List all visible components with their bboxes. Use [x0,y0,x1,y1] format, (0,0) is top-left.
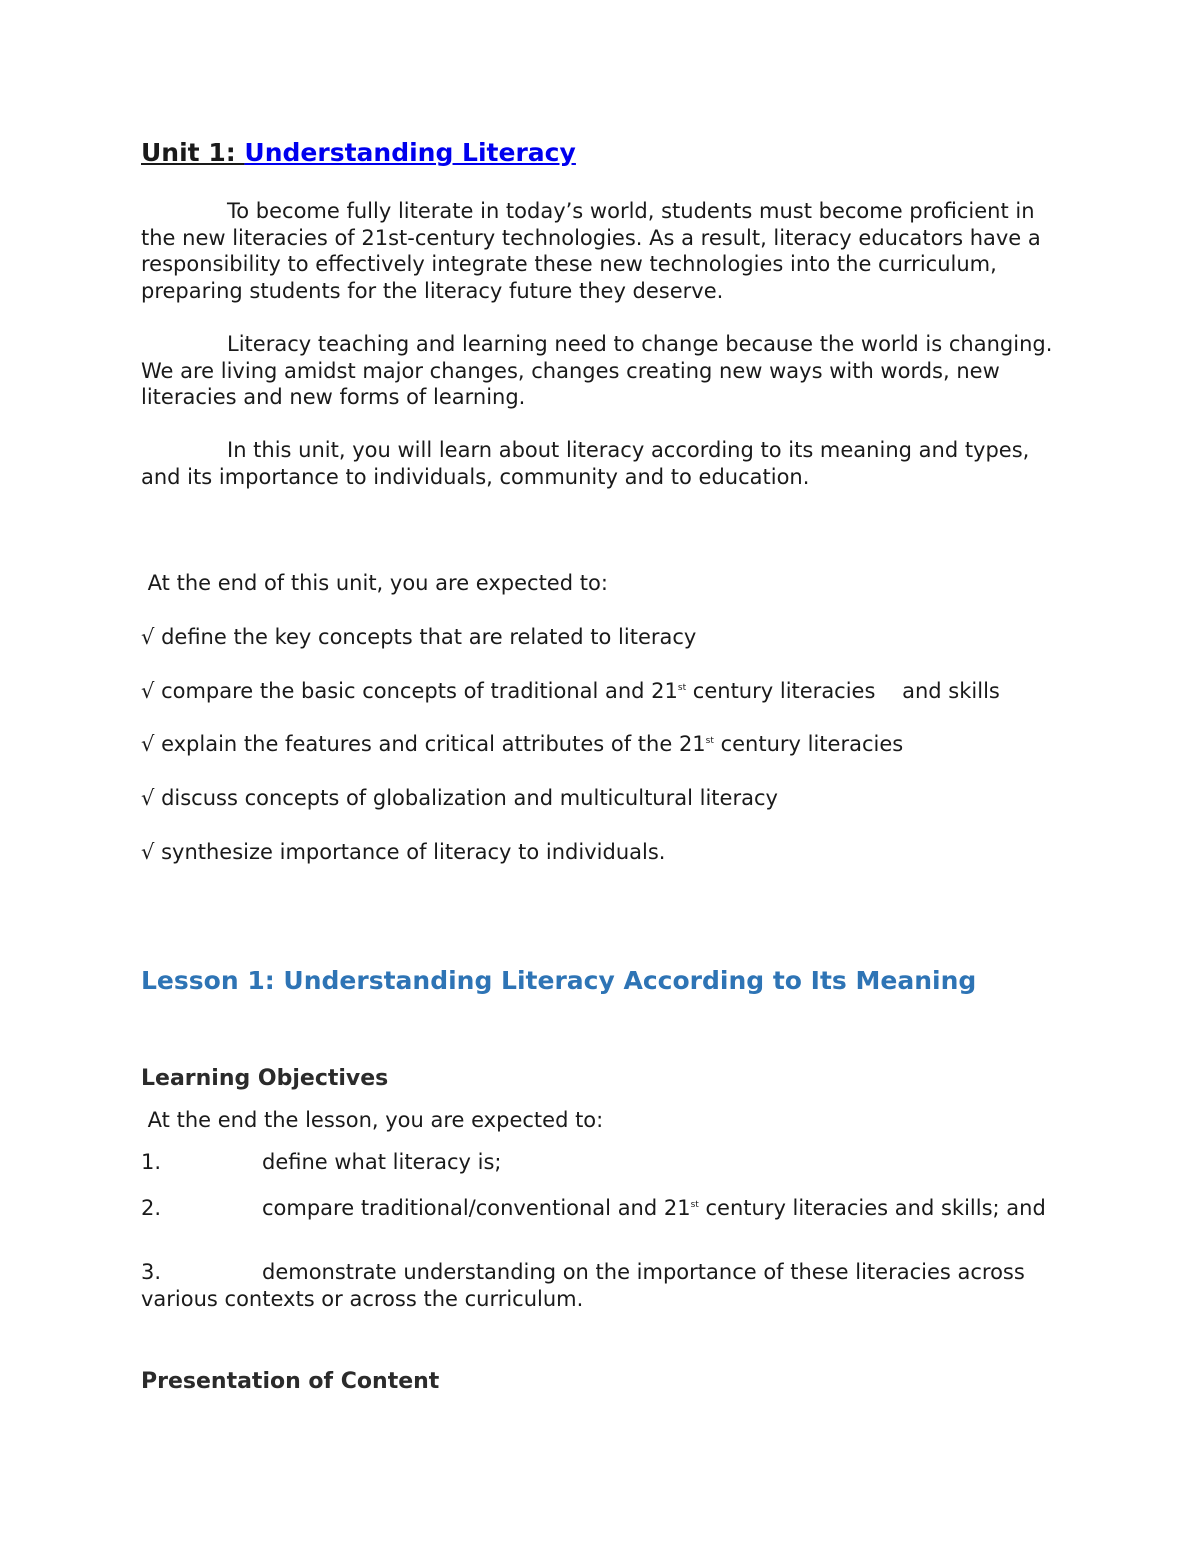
expectation-text: discuss concepts of globalization and multicultural literacy [161,786,778,810]
objective-item [141,1149,1071,1176]
check-mark-icon: √ [141,786,155,810]
intro-paragraph: Literacy teaching and learning need to change because the world is changing. We are living amidst major changes, changes creating new ways with words, new literacies and new forms of learning. [141,332,1053,409]
expectation-text: synthesize importance of literacy to individuals. [161,840,666,864]
objective-text: define what literacy is; [262,1150,502,1174]
objective-number: 2. [141,1196,162,1220]
unit-expectations-intro: At the end of this unit, you are expected to: [141,571,608,595]
expectation-item [141,786,778,810]
expectation-text: century literacies and skills [686,679,1000,703]
expectation-text: explain the features and critical attributes of the 21 [161,732,706,756]
objectives-intro: At the end the lesson, you are expected to: [141,1108,604,1132]
expectation-item [141,625,696,649]
unit-title [141,138,576,167]
intro-paragraph: In this unit, you will learn about literacy according to its meaning and types, and its importance to individuals, community and to education. [141,438,1030,489]
unit-prefix: Unit 1: [141,138,245,167]
objective-item [141,1192,1071,1222]
superscript: st [677,683,687,693]
objective-item [141,1259,1071,1313]
expectation-item [141,732,903,756]
expectation-item [141,840,665,864]
expectation-text: century literacies [713,732,904,756]
expectation-item [141,679,1000,703]
lesson-title: Lesson 1: Understanding Literacy According to Its Meaning [141,966,977,995]
presentation-of-content-heading: Presentation of Content [141,1369,440,1394]
intro-paragraph: To become fully literate in today’s world, students must become proficient in the new literacies of 21st-century technologies. As a result, literacy educators have a responsibility to effectively integrate these new technologies into the curriculum, preparing students for the literacy future they deserve. [141,199,1041,303]
expectation-text: compare the basic concepts of traditional and 21 [161,679,678,703]
check-mark-icon: √ [141,679,155,703]
objective-text: century literacies and skills; and [698,1196,1046,1220]
expectation-text: define the key concepts that are related to literacy [161,625,697,649]
superscript: st [690,1200,699,1210]
check-mark-icon: √ [141,732,155,756]
objective-number: 1. [141,1150,162,1174]
superscript: st [705,736,714,746]
learning-objectives-heading: Learning Objectives [141,1066,389,1091]
objective-text: compare traditional/conventional and 21 [262,1196,691,1220]
objective-number: 3. [141,1260,162,1284]
unit-title-link[interactable]: Understanding Literacy [244,138,576,167]
check-mark-icon: √ [141,625,155,649]
objective-text: demonstrate understanding on the importance of these literacies across various contexts or across the curriculum. [141,1260,1025,1311]
check-mark-icon: √ [141,840,155,864]
